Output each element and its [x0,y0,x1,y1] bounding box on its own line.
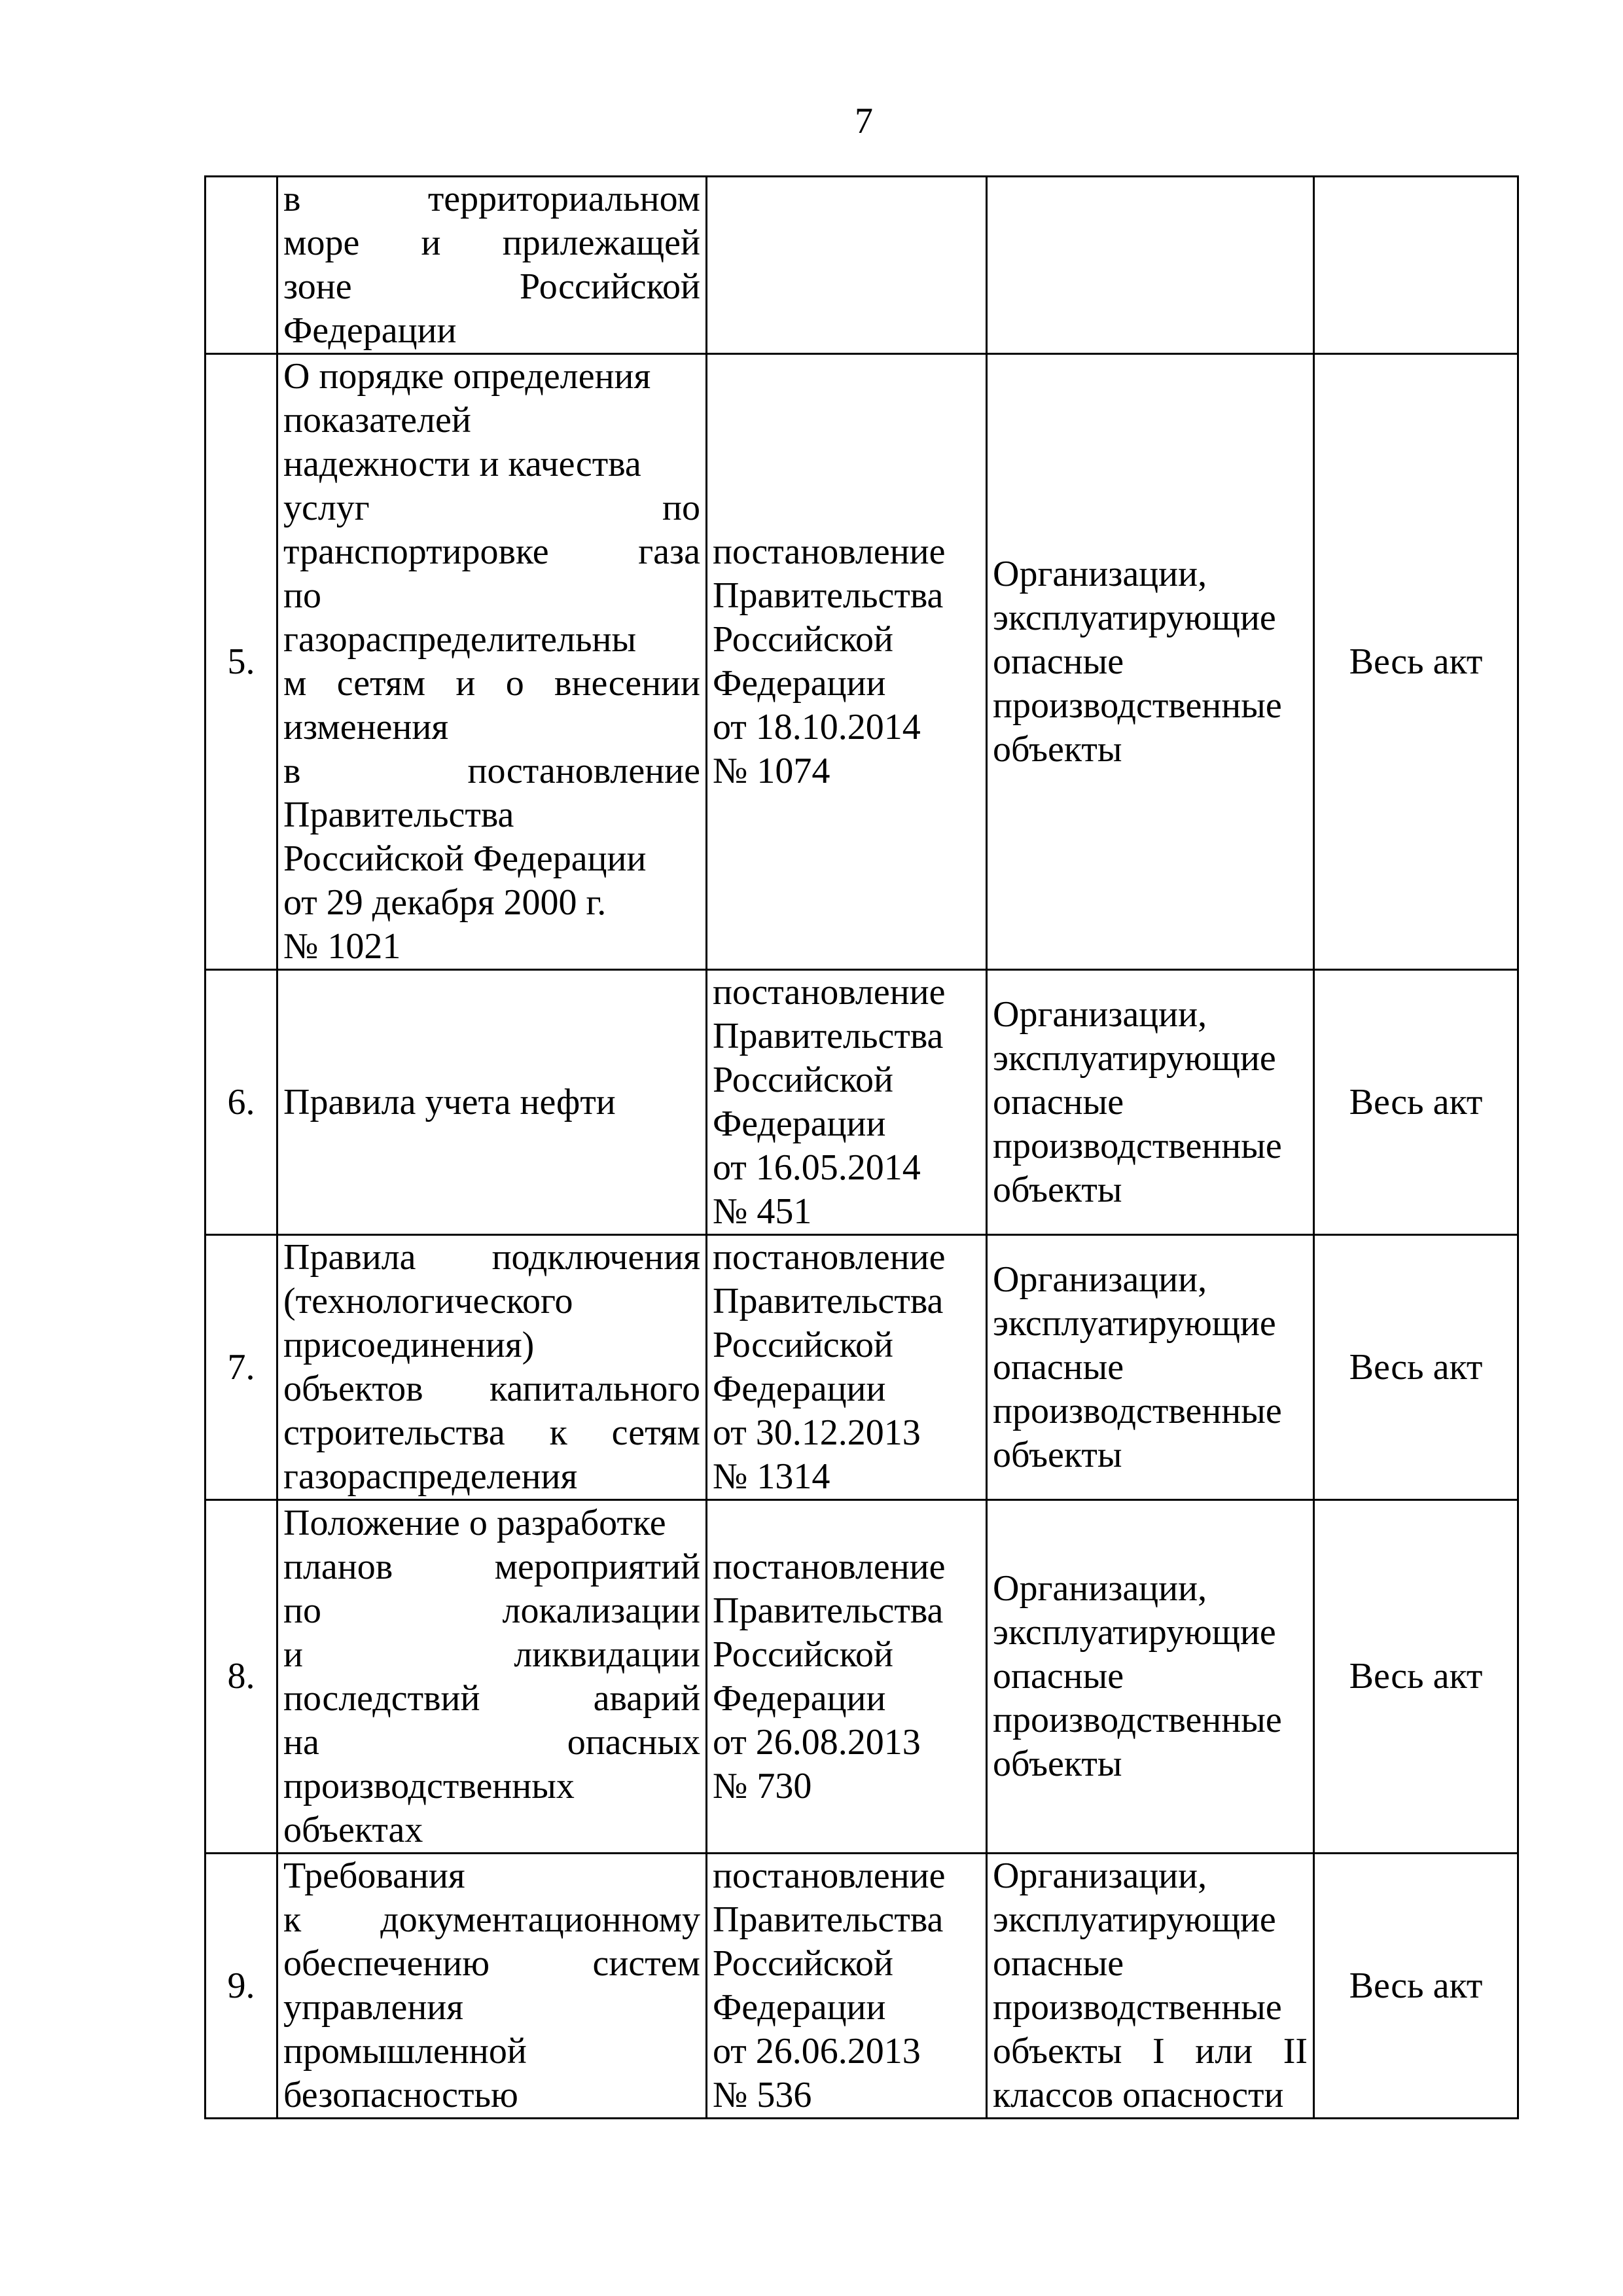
act-name-cell [277,1854,707,2119]
scope-cell: Весь акт [1314,1235,1518,1500]
act-name-line: (технологического [283,1281,573,1321]
act-requisites-line: от 26.06.2013 [713,2031,921,2072]
organizations-line: объекты [993,1434,1122,1475]
organizations-line: классов опасности [993,2075,1284,2115]
act-requisites-cell [707,354,987,970]
act-requisites-line: Федерации [713,1369,886,1409]
act-requisites-line: № 1074 [713,751,830,791]
act-name-line: строительства к сетям [283,1412,700,1453]
act-requisites-line: Правительства [713,1016,944,1056]
act-requisites-line: постановление [713,1856,946,1896]
scope-cell [1314,177,1518,354]
table-row [205,354,1518,970]
act-requisites-line: Федерации [713,1103,886,1144]
row-number-cell [205,177,277,354]
table-row [205,970,1518,1235]
scope-cell: Весь акт [1314,354,1518,970]
row-number-cell: 6. [205,970,277,1235]
scope-cell: Весь акт [1314,970,1518,1235]
act-requisites-line: Российской [713,619,893,660]
act-requisites-line: Правительства [713,575,944,616]
act-name-line: промышленной [283,2031,527,2072]
act-name-line: управления [283,1987,464,2028]
organizations-line: объекты [993,728,1122,770]
act-name-cell [277,177,707,354]
act-requisites-line: от 26.08.2013 [713,1721,921,1763]
acts-table [204,175,1519,2119]
act-requisites-line: Федерации [713,1677,886,1719]
table-row [205,1235,1518,1500]
act-name-line: производственных [283,1765,575,1806]
scope-cell: Весь акт [1314,1854,1518,2119]
act-name-line: газораспределительны [283,619,637,660]
act-name-line: по [283,575,321,616]
table-row [205,1500,1518,1854]
act-requisites-line: Российской [713,1943,893,1984]
act-name-line: обеспечению систем [283,1943,700,1984]
organizations-line: эксплуатирующие [993,1302,1276,1344]
act-requisites-cell [707,1854,987,2119]
act-name-line: транспортировке газа [283,531,700,572]
act-name-line: последствий аварий [283,1677,700,1719]
organizations-line: Организации, [993,1568,1207,1609]
act-requisites-line: Правительства [713,1899,944,1940]
organizations-line: опасные [993,1943,1124,1984]
organizations-line: опасные [993,1656,1124,1696]
organizations-cell [987,1500,1314,1854]
act-name-line: м сетям и о внесении [283,663,700,704]
act-name-line: Правила подключения [283,1237,700,1278]
organizations-line: опасные [993,1346,1124,1388]
act-name-line: Российской Федерации [283,838,647,879]
act-name-line: к документационному [283,1899,700,1940]
act-name-line: на опасных [283,1721,700,1763]
act-name-line: по локализации [283,1590,700,1631]
act-requisites-line: постановление [713,972,946,1013]
act-requisites-line: постановление [713,1237,946,1278]
act-requisites-cell [707,177,987,354]
act-requisites-line: Федерации [713,1987,886,2028]
act-requisites-line: Федерации [713,663,886,704]
act-requisites-line: Правительства [713,1281,944,1321]
act-requisites-cell [707,1235,987,1500]
table-row [205,1854,1518,2119]
act-name-line: и ликвидации [283,1634,700,1675]
organizations-line: Организации, [993,1856,1207,1896]
act-name-line: газораспределения [283,1456,578,1497]
act-name-line: в постановление [283,751,700,791]
row-number-cell: 7. [205,1235,277,1500]
organizations-line: эксплуатирующие [993,1612,1276,1653]
organizations-line: производственные [993,685,1282,726]
organizations-line: производственные [993,1390,1282,1431]
act-name-line: Правительства [283,795,514,835]
act-requisites-line: № 451 [713,1191,812,1232]
act-name-line: море и прилежащей [283,223,700,263]
organizations-line: производственные [993,1987,1282,2028]
act-name-cell [277,1235,707,1500]
act-requisites-line: Российской [713,1060,893,1100]
organizations-line: объекты [993,1169,1122,1210]
act-name-line: Требования [283,1856,465,1896]
organizations-line: объекты I или II [993,2031,1308,2072]
act-requisites-line: № 730 [713,1765,812,1806]
act-requisites-line: от 16.05.2014 [713,1147,921,1188]
organizations-line: эксплуатирующие [993,1037,1276,1079]
organizations-line: Организации, [993,553,1207,594]
organizations-line: производственные [993,1125,1282,1166]
organizations-line: опасные [993,1081,1124,1122]
table-row [205,177,1518,354]
acts-table-body [205,177,1518,2119]
act-requisites-line: № 536 [713,2075,812,2115]
organizations-cell [987,354,1314,970]
act-name-line: Положение о разработке [283,1502,666,1543]
act-name-line: изменения [283,707,449,747]
act-name-line: Правила учета нефти [283,1081,616,1122]
act-requisites-cell [707,970,987,1235]
act-name-line: безопасностью [283,2075,518,2115]
act-name-cell [277,354,707,970]
act-requisites-line: Российской [713,1325,893,1365]
act-requisites-line: от 18.10.2014 [713,707,921,747]
organizations-line: опасные [993,641,1124,682]
organizations-cell [987,970,1314,1235]
act-name-line: Федерации [283,310,457,351]
act-name-line: объектов капитального [283,1369,700,1409]
act-name-cell [277,970,707,1235]
act-name-line: надежности и качества [283,444,641,484]
act-requisites-line: постановление [713,1546,946,1587]
act-name-line: зоне Российской [283,266,700,307]
act-name-line: в территориальном [283,179,700,219]
organizations-line: Организации, [993,994,1207,1035]
act-name-line: объектах [283,1809,423,1850]
act-name-line: планов мероприятий [283,1546,700,1587]
organizations-cell [987,1854,1314,2119]
act-requisites-line: Российской [713,1634,893,1675]
act-name-line: О порядке определения [283,356,651,397]
act-requisites-line: Правительства [713,1590,944,1631]
organizations-cell [987,1235,1314,1500]
act-name-line: показателей [283,400,471,440]
act-name-cell [277,1500,707,1854]
act-name-line: от 29 декабря 2000 г. [283,882,607,923]
organizations-line: производственные [993,1700,1282,1740]
act-name-line: услуг по [283,488,700,528]
row-number-cell: 5. [205,354,277,970]
act-requisites-line: постановление [713,531,946,572]
organizations-line: объекты [993,1744,1122,1784]
act-name-line: № 1021 [283,926,401,967]
organizations-line: Организации, [993,1259,1207,1300]
organizations-cell [987,177,1314,354]
act-requisites-cell [707,1500,987,1854]
act-requisites-line: от 30.12.2013 [713,1412,921,1453]
act-name-line: присоединения) [283,1325,535,1365]
organizations-line: эксплуатирующие [993,1899,1276,1940]
scope-cell: Весь акт [1314,1500,1518,1854]
act-requisites-line: № 1314 [713,1456,830,1497]
organizations-line: эксплуатирующие [993,597,1276,638]
row-number-cell: 8. [205,1500,277,1854]
page-number: 7 [855,101,873,141]
row-number-cell: 9. [205,1854,277,2119]
